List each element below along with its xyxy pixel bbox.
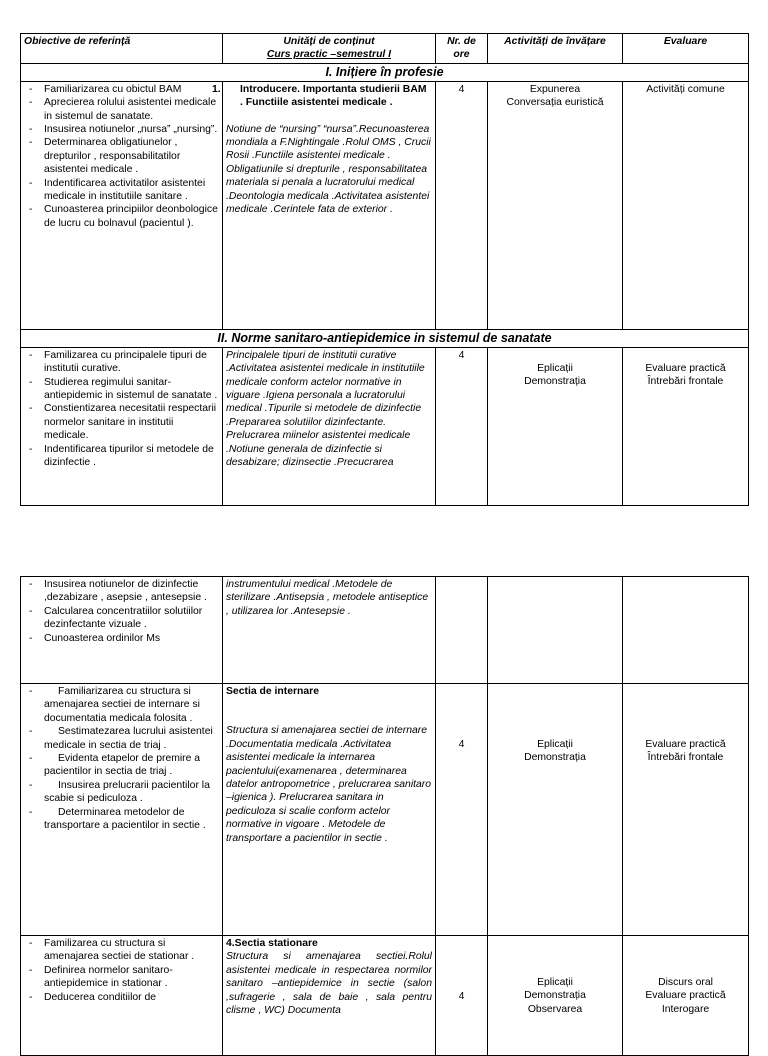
list-item xyxy=(24,685,219,725)
header-hours-line2: ore xyxy=(453,49,470,61)
list-item xyxy=(24,725,219,752)
content-title-text: Introducere. Importanta studierii BAM . Functiile asistentei medicale . xyxy=(240,83,427,109)
list-item: - Calcularea concentratiilor solutiilor dezinfectante vizuale . xyxy=(24,605,219,632)
objectives-list xyxy=(24,937,219,1004)
hours-cell: 4 xyxy=(436,81,488,329)
list-item-text: Insusirea prelucrarii pacientilor la scabie si pediculoza . xyxy=(44,779,210,805)
objectives-list xyxy=(24,685,219,832)
activity-item: Eplicații xyxy=(537,739,573,750)
objectives-cell xyxy=(21,936,223,1056)
activities-cell xyxy=(488,936,623,1056)
list-item: - Insusirea notiunelor de dizinfectie ,dezabizare , asepsie , antesepsie . xyxy=(24,578,219,605)
content-cell xyxy=(223,684,436,936)
header-activities: Activități de învățare xyxy=(488,34,623,64)
evaluation-item: Evaluare practică xyxy=(645,739,726,750)
list-item: - Cunoasterea ordinilor Ms xyxy=(24,632,219,645)
content-title: Sectia de internare xyxy=(226,686,319,697)
content-cell xyxy=(212,81,436,329)
table-row xyxy=(21,81,749,329)
header-objectives: Obiective de referință xyxy=(21,34,223,64)
activity-item: Demonstrația xyxy=(524,376,586,388)
list-item-text: Sestimatezarea lucrului asistentei medicale in sectia de triaj . xyxy=(44,726,213,751)
content-title: 4.Sectia stationare xyxy=(226,938,318,949)
list-item xyxy=(24,752,219,779)
evaluation-item: Interogare xyxy=(661,1003,710,1015)
activity-item: Eplicații xyxy=(537,362,573,374)
objectives-cell xyxy=(21,81,223,329)
section-title-1: I. Inițiere în profesie xyxy=(21,63,749,81)
objectives-list xyxy=(24,349,219,470)
header-evaluation: Evaluare xyxy=(623,34,749,64)
content-title-number: 1. xyxy=(212,83,221,95)
hours-cell: 4 xyxy=(436,936,488,1056)
list-item: - Constientizarea necesitatii respectarii normelor sanitare in institutii medicale. xyxy=(24,402,219,442)
content-cell xyxy=(223,936,436,1056)
objectives-cell xyxy=(21,577,223,684)
evaluation-cell xyxy=(623,577,749,684)
content-text: Structura si amenajarea sectiei de internare .Documentatia medicala .Activitatea asistentei medicale la internarea pacientului(examenarea , determinarea datelor antropometrice , prelucrarea sanitaro –igienica ). Prelucrarea sanitara in pediculoza si scalie conform actelor normative in vigoare . Metodele de transportare a pacientilor in sectie . xyxy=(226,725,432,844)
evaluation-cell xyxy=(623,684,749,936)
activity-item: Demonstrația xyxy=(524,990,586,1002)
curriculum-table-page-2 xyxy=(20,576,749,1056)
section-title-2: II. Norme sanitaro-antiepidemice in sistemul de sanatate xyxy=(21,329,749,347)
list-item xyxy=(24,806,219,833)
activity-item: Conversația euristică xyxy=(506,97,604,109)
content-text: Notiune de “nursing” “nursa”.Recunoasterea mondiala a F.Nightingale .Rolul OMS , Crucii Rosii .Functiile asistentei medicale . Obligatiunile si drepturile , responsabilitatea materiala si penala a lucratorului medical .Deontologia medicala .Activitatea asistentei medicale .Cerintele fata de exterior . xyxy=(226,123,431,216)
objectives-cell xyxy=(21,684,223,936)
activity-item: Observarea xyxy=(527,1003,583,1015)
content-title xyxy=(212,83,432,110)
activities-cell xyxy=(488,577,623,684)
evaluation-cell xyxy=(623,936,749,1056)
content-text: instrumentului medical .Metodele de sterilizare .Antisepsia , metodele antiseptice , utilizarea lor .Antesepsie . xyxy=(226,579,429,617)
list-item: - Familiarizarea cu obictul BAM xyxy=(24,83,219,96)
activity-item: Eplicații xyxy=(537,977,573,988)
objectives-list xyxy=(24,578,219,645)
list-item: - Definirea normelor sanitaro-antiepidemice in stationar . xyxy=(24,964,219,991)
section-row-2 xyxy=(21,329,749,347)
header-content-subtitle: Curs practic –semestrul I xyxy=(266,49,392,61)
list-item: - Cunoasterea principiilor deonbologice de lucru cu bolnavul (pacientul ). xyxy=(24,203,219,230)
table-header-row xyxy=(21,34,749,64)
content-cell xyxy=(223,347,436,505)
evaluation-item: Evaluare practică xyxy=(645,362,726,374)
objectives-list xyxy=(24,83,219,230)
content-text: Principalele tipuri de institutii curative .Activitatea asistentei medicale in institutiile medicale conform actelor normative in viguare .Igiena personala a lucratorului medical .Tipurile si metodele de dizinfectie .Prepararea solutiilor dizinfectante. Prelucrarea miinelor asistentei medicale .Notiune generala de dizinfectie si desabizare; dizinsectie .Precucrarea xyxy=(226,349,425,469)
list-item xyxy=(24,779,219,806)
header-hours-line1: Nr. de xyxy=(447,36,476,47)
table-row xyxy=(21,684,749,936)
evaluation-item: Discurs oral xyxy=(658,977,713,988)
header-content-title: Unități de conținut xyxy=(283,36,375,47)
list-item: - Insusirea notiunelor „nursa” „nursing”. xyxy=(24,123,219,136)
table-row xyxy=(21,347,749,505)
activity-item: Expunerea xyxy=(529,83,581,95)
list-item-text: Familiarizarea cu structura si amenajarea sectiei de internare si documentatia medicala folosita . xyxy=(44,686,200,724)
list-item-text: Evidenta etapelor de premire a pacientilor in sectia de triaj . xyxy=(44,753,201,778)
evaluation-cell xyxy=(623,347,749,505)
list-item-text: Determinarea metodelor de transportare a pacientilor in sectie . xyxy=(44,806,206,832)
list-item: - Studierea regimului sanitar-antiepidemic in sistemul de sanatate . xyxy=(24,376,219,403)
hours-cell: 4 xyxy=(436,684,488,936)
list-item: - Familizarea cu structura si amenajarea sectiei de stationar . xyxy=(24,937,219,964)
list-item: - Indentificarea activitatilor asistentei medicale in institutiile sanitare . xyxy=(24,177,219,204)
list-item: - Familizarea cu principalele tipuri de institutii curative. xyxy=(24,349,219,376)
content-text: Structura si amenajarea sectiei.Rolul asistentei medicale in respectarea normilor sanitaro –antiepidemice in sectie (salon ,sufragerie , sala de baie , sala pentru clisme , WC) Documenta xyxy=(226,951,432,1017)
activities-cell xyxy=(488,684,623,936)
list-item: - Deducerea conditiilor de xyxy=(24,991,219,1004)
objectives-cell xyxy=(21,347,223,505)
section-row-1 xyxy=(21,63,749,81)
hours-cell xyxy=(436,577,488,684)
table-row xyxy=(21,936,749,1056)
list-item: - Determinarea obligatiunelor , drepturilor , responsabilitatilor asistentei medicale . xyxy=(24,136,219,176)
evaluation-item: Evaluare practică xyxy=(645,990,726,1002)
curriculum-table-page-1 xyxy=(20,33,749,506)
header-content xyxy=(223,34,436,64)
activities-cell xyxy=(488,347,623,505)
header-hours xyxy=(436,34,488,64)
evaluation-item: Întrebări frontale xyxy=(647,376,724,388)
activities-cell xyxy=(488,81,623,329)
evaluation-item: Activități comune xyxy=(646,83,725,95)
list-item: - Indentificarea tipurilor si metodele de dizinfectie . xyxy=(24,443,219,470)
content-cell xyxy=(223,577,436,684)
hours-cell: 4 xyxy=(436,347,488,505)
activity-item: Demonstrația xyxy=(524,752,586,764)
list-item: - Aprecierea rolului asistentei medicale in sistemul de sanatate. xyxy=(24,96,219,123)
evaluation-item: Întrebări frontale xyxy=(647,752,724,764)
evaluation-cell xyxy=(623,81,749,329)
table-row xyxy=(21,577,749,684)
